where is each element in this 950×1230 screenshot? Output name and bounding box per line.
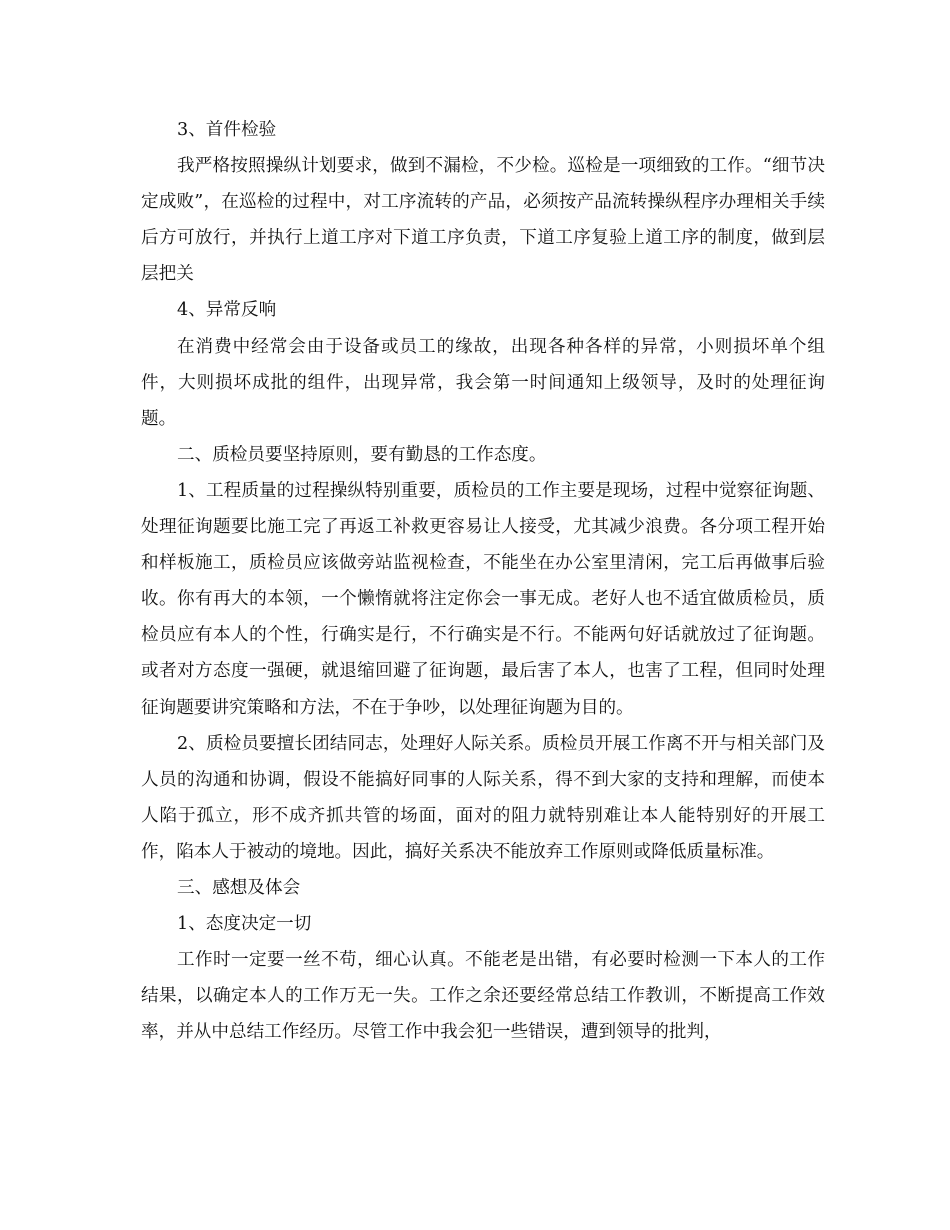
section-heading-principles: 二、质检员要坚持原则，要有勤恳的工作态度。 xyxy=(177,444,547,465)
paragraph-first-inspection: 我严格按照操纵计划要求，做到不漏检，不少检。巡检是一项细致的工作。“细节决定成败”，在巡检的过程中，对工序流转的产品，必须按产品流转操纵程序办理相关手续后方可放行，并执行上道工序对下道工序负责，下道工序复验上道工序的制度，做到层层把关 xyxy=(141,156,825,285)
paragraph-relationships: 2、质检员要擅长团结同志，处理好人际关系。质检员开展工作离不开与相关部门及人员的沟通和协调，假设不能搞好同事的人际关系，得不到大家的支持和理解，而使本人陷于孤立，形不成齐抓共管的场面，面对的阻力就特别难让本人能特别好的开展工作，陷本人于被动的境地。因此，搞好关系决不能放弃工作原则或降低质量标准。 xyxy=(141,733,825,862)
document-page xyxy=(141,112,825,1050)
section-heading-first-inspection: 3、首件检验 xyxy=(177,120,277,140)
section-heading-attitude: 1、态度决定一切 xyxy=(177,914,312,935)
section-heading-reflections: 三、感想及体会 xyxy=(177,877,301,898)
section-heading-abnormal-feedback: 4、异常反响 xyxy=(177,300,277,321)
paragraph-process-control: 1、工程质量的过程操纵特别重要，质检员的工作主要是现场，过程中觉察征询题、处理征询题要比施工完了再返工补救更容易让人接受，尤其减少浪费。各分项工程开始和样板施工，质检员应该做旁站监视检查，不能坐在办公室里清闲，完工后再做事后验收。你有再大的本领，一个懒惰就将注定你会一事无成。老好人也不适宜做质检员，质检员应有本人的个性，行确实是行，不行确实是不行。不能两句好话就放过了征询题。或者对方态度一强硬，就退缩回避了征询题，最后害了本人，也害了工程，但同时处理征询题要讲究策略和方法，不在于争吵，以处理征询题为目的。 xyxy=(141,480,825,718)
paragraph-attitude: 工作时一定要一丝不苟，细心认真。不能老是出错，有必要时检测一下本人的工作结果，以确定本人的工作万无一失。工作之余还要经常总结工作教训，不断提高工作效率，并从中总结工作经历。尽管工作中我会犯一些错误，遭到领导的批判， xyxy=(141,950,825,1043)
paragraph-abnormal-feedback: 在消费中经常会由于设备或员工的缘故，出现各种各样的异常，小则损坏单个组件，大则损坏成批的组件，出现异常，我会第一时间通知上级领导，及时的处理征询题。 xyxy=(141,336,825,429)
